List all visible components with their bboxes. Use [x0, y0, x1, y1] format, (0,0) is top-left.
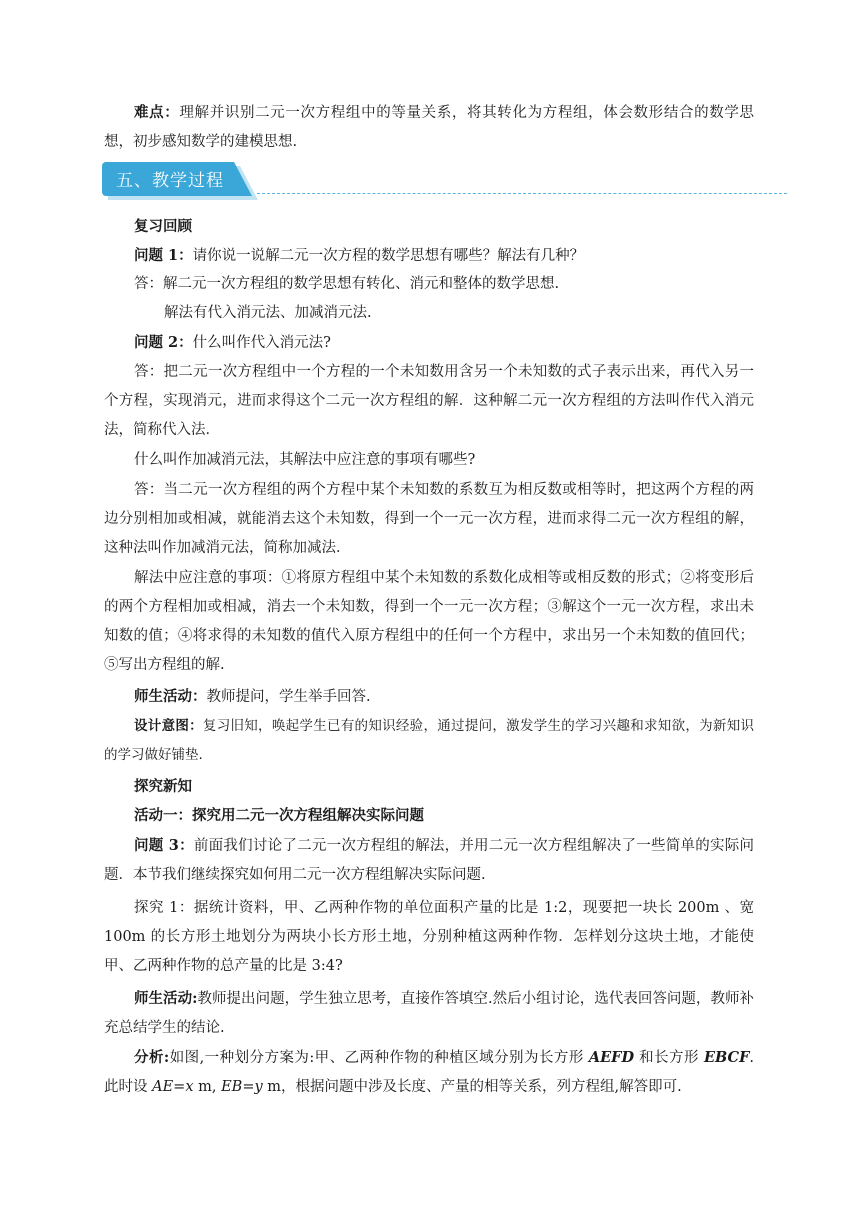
answer-1-line-2: 解法有代入消元法、加减消元法. — [164, 305, 372, 321]
activity-1-title: 活动一：探究用二元一次方程组解决实际问题 — [134, 807, 424, 824]
analysis-eq-2: = — [242, 1079, 255, 1095]
review-activity-text: 教师提问，学生举手回答. — [206, 689, 371, 705]
review-activity — [104, 682, 754, 712]
analysis-unit-1: m, — [193, 1079, 222, 1095]
analysis-label: 分析: — [134, 1049, 170, 1066]
difficulty-text: 理解并识别二元一次方程组中的等量关系，将其转化为方程组，体会数形结合的数学思想，初步感知数学的建模思想. — [104, 105, 755, 150]
solution-notes: 解法中应注意的事项：①将原方程组中某个未知数的系数化成相等或相反数的形式；②将变形后的两个方程相加或相减，消去一个未知数，得到一个一元一次方程；③解这个一元一次方程，求出未知数的值；④将求得的未知数的值代入原方程组中的任何一个方程中，求出另一个未知数的值回代；⑤写出方程组的解. — [104, 570, 754, 673]
answer-2: 答：把二元一次方程组中一个方程的一个未知数用含另一个未知数的式子表示出来，再代入另一个方程，实现消元，进而求得这个二元一次方程组的解．这种解二元一次方程组的方法叫作代入消元法，简称代入法． — [104, 364, 754, 438]
analysis-text-2: 和长方形 — [634, 1050, 704, 1066]
explore-heading: 探究新知 — [134, 778, 192, 795]
difficulty-label: 难点： — [134, 104, 180, 121]
analysis-text-4: m，根据问题中涉及长度、产量的相等关系，列方程组,解答即可. — [262, 1079, 682, 1095]
analysis-eq-1: = — [173, 1079, 186, 1095]
review-heading: 复习回顾 — [134, 218, 192, 235]
review-activity-label: 师生活动： — [134, 688, 207, 705]
question-2-text: 什么叫作代入消元法? — [192, 335, 331, 351]
section-header — [102, 160, 792, 200]
var-ae: AE — [152, 1079, 174, 1095]
rect-ebcf: EBCF — [703, 1049, 750, 1066]
answer-1-line-1: 答：解二元一次方程组的数学思想有转化、消元和整体的数学思想. — [134, 276, 560, 292]
section-divider — [257, 193, 787, 194]
difficulty-paragraph — [104, 98, 754, 157]
analysis-text-1: 如图,一种划分方案为:甲、乙两种作物的种植区域分别为长方形 — [169, 1050, 589, 1066]
explore-activity — [104, 984, 754, 1043]
answer-3: 答：当二元一次方程组的两个方程中某个未知数的系数互为相反数或相等时，把这两个方程的两边分别相加或相减，就能消去这个未知数，得到一个一元一次方程，进而求得二元一次方程组的解，这种法叫作加减消元法，简称加减法． — [104, 482, 754, 556]
rect-aefd: AEFD — [588, 1049, 635, 1066]
question-2 — [104, 328, 754, 358]
explore-activity-label: 师生活动: — [134, 990, 198, 1007]
design-intent-label: 设计意图： — [134, 718, 203, 734]
explore-1: 探究 1：据统计资料，甲、乙两种作物的单位面积产量的比是 1:2，现要把一块长 200m 、宽 100m 的长方形土地划分为两块小长方形土地，分别种植这两种作物．怎样划分这块土地，才能使甲、乙两种作物的总产量的比是 3:4? — [104, 900, 754, 974]
analysis-text-3: . 此时设 — [104, 1050, 755, 1095]
design-intent-text: 复习旧知，唤起学生已有的知识经验，通过提问，激发学生的学习兴趣和求知欲，为新知识的学习做好铺垫. — [104, 718, 755, 763]
var-x: x — [185, 1079, 194, 1095]
var-y: y — [254, 1079, 263, 1095]
question-3 — [104, 831, 754, 890]
question-1-text: 请你说一说解二元一次方程的数学思想有哪些？解法有几种？ — [192, 248, 585, 264]
analysis — [104, 1043, 754, 1102]
var-eb: EB — [221, 1079, 243, 1095]
question-1-label: 问题 1： — [134, 247, 193, 264]
section-title: 五、教学过程 — [116, 171, 224, 191]
question-3-review: 什么叫作加减消元法，其解法中应注意的事项有哪些? — [134, 452, 476, 468]
question-3-text: 前面我们讨论了二元一次方程组的解法，并用二元一次方程组解决了一些简单的实际问题．本节我们继续探究如何用二元一次方程组解决实际问题. — [104, 838, 754, 883]
question-3-label: 问题 3： — [134, 837, 194, 854]
question-1 — [104, 241, 754, 271]
question-2-label: 问题 2： — [134, 334, 193, 351]
explore-activity-text: 教师提出问题，学生独立思考，直接作答填空.然后小组讨论，选代表回答问题，教师补充总结学生的结论. — [104, 991, 754, 1036]
design-intent — [104, 712, 754, 770]
